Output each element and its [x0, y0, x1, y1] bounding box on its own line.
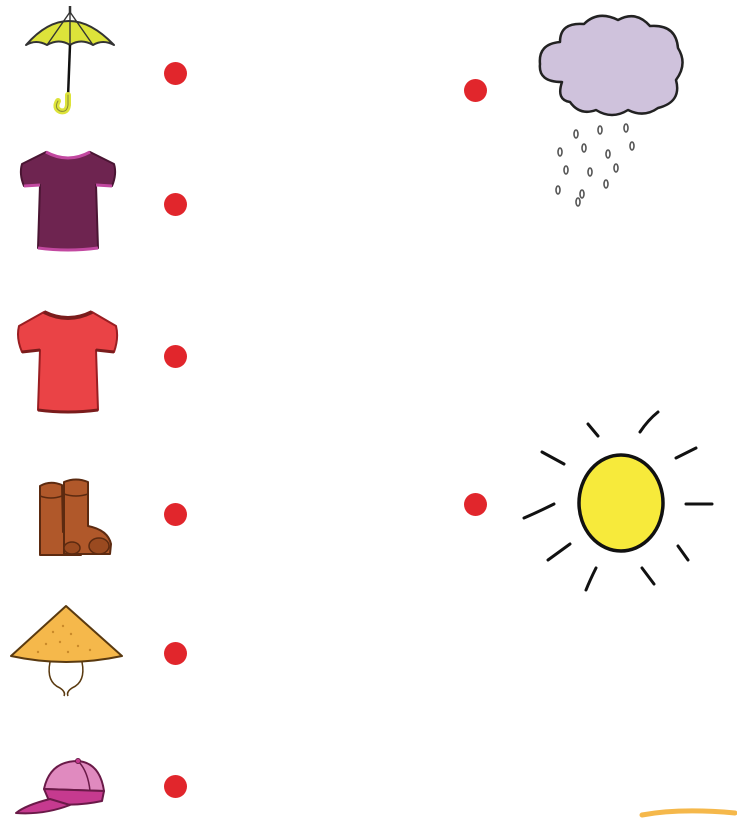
- red-tshirt-icon: [12, 306, 122, 416]
- dot-umbrella[interactable]: [164, 62, 187, 85]
- conical-hat-icon: [8, 602, 126, 702]
- sun-icon: [520, 408, 716, 594]
- decorative-stroke: [640, 806, 737, 819]
- dot-sun[interactable]: [464, 493, 487, 516]
- cap-icon: [14, 755, 110, 817]
- dot-purple-tshirt[interactable]: [164, 193, 187, 216]
- umbrella-icon: [22, 5, 118, 117]
- dot-red-tshirt[interactable]: [164, 345, 187, 368]
- dot-cap[interactable]: [164, 775, 187, 798]
- boots-icon: [36, 476, 116, 560]
- dot-conical-hat[interactable]: [164, 642, 187, 665]
- dot-rain-cloud[interactable]: [464, 79, 487, 102]
- rain-cloud-icon: [532, 12, 688, 212]
- purple-tshirt-icon: [16, 148, 120, 254]
- dot-boots[interactable]: [164, 503, 187, 526]
